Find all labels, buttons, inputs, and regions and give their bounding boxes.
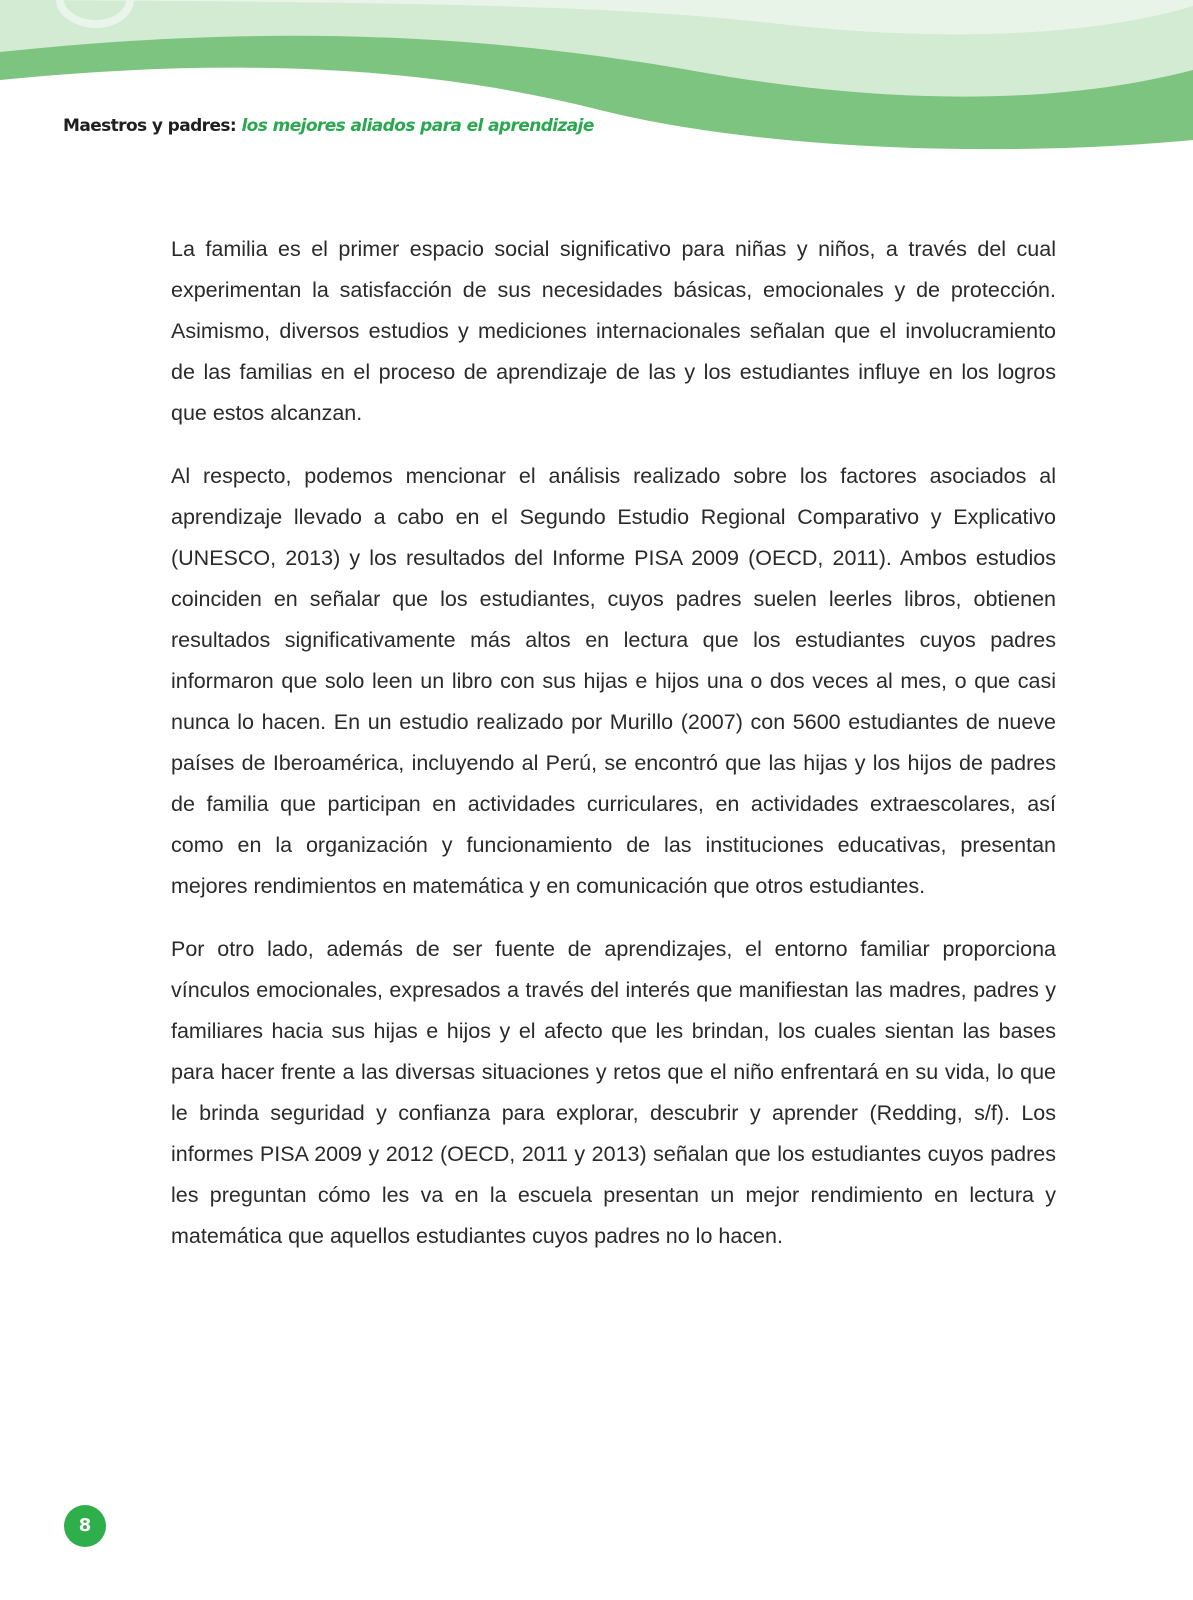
paragraph: La familia es el primer espacio social significativo para niñas y niños, a través del cual experimentan la satisfacción de sus necesidades básicas, emocionales y de protección. Asimismo, diversos estudios y mediciones internacionales señalan que el involucramiento de las familias en el proceso de aprendizaje de las y los estudiantes influye en los logros que estos alcanzan. bbox=[171, 237, 1056, 425]
running-header-title: Maestros y padres: bbox=[63, 116, 237, 136]
body-text bbox=[171, 229, 1056, 1279]
paragraph: Al respecto, podemos mencionar el análisis realizado sobre los factores asociados al aprendizaje llevado a cabo en el Segundo Estudio Regional Comparativo y Explicativo (UNESCO, 2013) y los resultados del Informe PISA 2009 (OECD, 2011). Ambos estudios coinciden en señalar que los estudiantes, cuyos padres suelen leerles libros, obtienen resultados significativamente más altos en lectura que los estudiantes cuyos padres informaron que solo leen un libro con sus hijas e hijos una o dos veces al mes, o que casi nunca lo hacen. En un estudio realizado por Murillo (2007) con 5600 estudiantes de nueve países de Iberoamérica, incluyendo al Perú, se encontró que las hijas y los hijos de padres de familia que participan en actividades curriculares, en actividades extraescolares, así como en la organización y funcionamiento de las instituciones educativas, presentan mejores rendimientos en matemática y en comunicación que otros estudiantes. bbox=[171, 464, 1056, 898]
header-wave-decoration bbox=[0, 0, 1193, 170]
paragraph: Por otro lado, además de ser fuente de aprendizajes, el entorno familiar proporciona vínculos emocionales, expresados a través del interés que manifiestan las madres, padres y familiares hacia sus hijas e hijos y el afecto que les brindan, los cuales sientan las bases para hacer frente a las diversas situaciones y retos que el niño enfrentará en su vida, lo que le brinda seguridad y confianza para explorar, descubrir y aprender (Redding, s/f). Los informes PISA 2009 y 2012 (OECD, 2011 y 2013) señalan que los estudiantes cuyos padres les preguntan cómo les va en la escuela presentan un mejor rendimiento en lectura y matemática que aquellos estudiantes cuyos padres no lo hacen. bbox=[171, 937, 1056, 1248]
running-header bbox=[63, 116, 594, 136]
page-number-badge: 8 bbox=[64, 1505, 106, 1547]
running-header-subtitle: los mejores aliados para el aprendizaje bbox=[241, 116, 594, 136]
